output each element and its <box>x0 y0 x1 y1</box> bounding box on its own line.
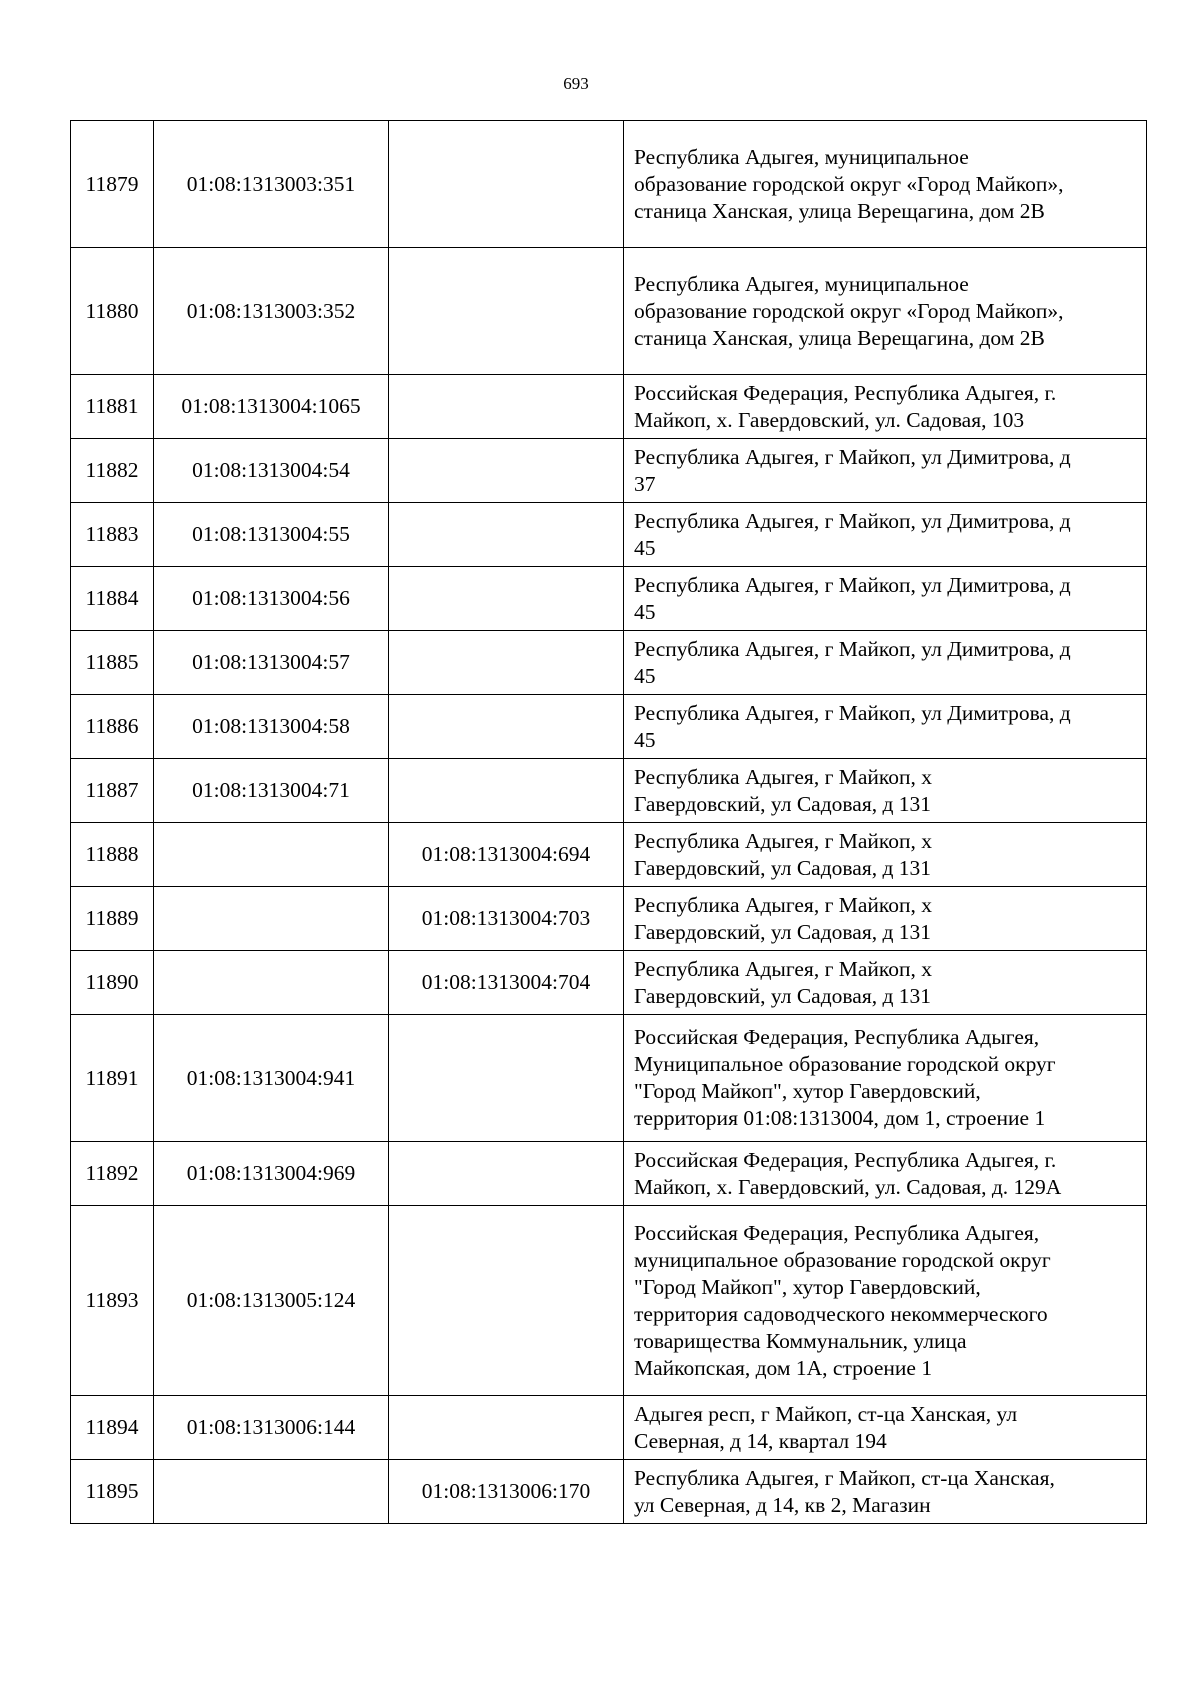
related-cadastral-number-cell <box>389 121 624 248</box>
row-number-cell: 11892 <box>71 1142 154 1206</box>
related-cadastral-number-cell <box>389 631 624 695</box>
cadastral-number-cell: 01:08:1313004:57 <box>154 631 389 695</box>
address-cell: Республика Адыгея, г Майкоп, ул Димитрова, д 45 <box>624 631 1147 695</box>
cadastral-number-cell: 01:08:1313004:55 <box>154 503 389 567</box>
page-number: 693 <box>563 74 589 93</box>
address-cell: Республика Адыгея, г Майкоп, ул Димитрова, д 45 <box>624 567 1147 631</box>
related-cadastral-number-cell <box>389 375 624 439</box>
table-row <box>71 503 1147 567</box>
cadastral-number-cell: 01:08:1313004:969 <box>154 1142 389 1206</box>
address-cell: Российская Федерация, Республика Адыгея, муниципальное образование городской округ "Город Майкоп", хутор Гавердовский, территория садоводческого некоммерческого товарищества Коммунальник, улица Майкопская, дом 1А, строение 1 <box>624 1206 1147 1396</box>
table-row <box>71 759 1147 823</box>
address-cell: Республика Адыгея, г Майкоп, х Гавердовский, ул Садовая, д 131 <box>624 759 1147 823</box>
row-number-cell: 11889 <box>71 887 154 951</box>
cadastral-number-cell: 01:08:1313005:124 <box>154 1206 389 1396</box>
row-number-cell: 11891 <box>71 1015 154 1142</box>
table-row <box>71 631 1147 695</box>
related-cadastral-number-cell <box>389 439 624 503</box>
related-cadastral-number-cell <box>389 695 624 759</box>
address-cell: Республика Адыгея, г Майкоп, х Гавердовский, ул Садовая, д 131 <box>624 887 1147 951</box>
cadastral-number-cell: 01:08:1313004:56 <box>154 567 389 631</box>
cadastral-number-cell <box>154 823 389 887</box>
table-row <box>71 695 1147 759</box>
address-cell: Российская Федерация, Республика Адыгея, Муниципальное образование городской округ "Город Майкоп", хутор Гавердовский, территория 01:08:1313004, дом 1, строение 1 <box>624 1015 1147 1142</box>
row-number-cell: 11890 <box>71 951 154 1015</box>
table-row <box>71 439 1147 503</box>
registry-table <box>70 120 1147 1524</box>
address-cell: Республика Адыгея, муниципальное образование городской округ «Город Майкоп», станица Ханская, улица Верещагина, дом 2В <box>624 121 1147 248</box>
address-cell: Российская Федерация, Республика Адыгея, г. Майкоп, х. Гавердовский, ул. Садовая, д. 129А <box>624 1142 1147 1206</box>
related-cadastral-number-cell <box>389 503 624 567</box>
address-cell: Республика Адыгея, г Майкоп, ул Димитрова, д 45 <box>624 695 1147 759</box>
table-row <box>71 1460 1147 1524</box>
related-cadastral-number-cell <box>389 1396 624 1460</box>
related-cadastral-number-cell <box>389 1015 624 1142</box>
cadastral-number-cell <box>154 887 389 951</box>
related-cadastral-number-cell <box>389 1206 624 1396</box>
table-row <box>71 1396 1147 1460</box>
row-number-cell: 11879 <box>71 121 154 248</box>
related-cadastral-number-cell: 01:08:1313004:703 <box>389 887 624 951</box>
related-cadastral-number-cell <box>389 567 624 631</box>
row-number-cell: 11881 <box>71 375 154 439</box>
row-number-cell: 11888 <box>71 823 154 887</box>
table-row <box>71 1142 1147 1206</box>
cadastral-number-cell: 01:08:1313004:54 <box>154 439 389 503</box>
cadastral-number-cell: 01:08:1313003:351 <box>154 121 389 248</box>
related-cadastral-number-cell: 01:08:1313004:694 <box>389 823 624 887</box>
address-cell: Республика Адыгея, г Майкоп, х Гавердовский, ул Садовая, д 131 <box>624 823 1147 887</box>
cadastral-number-cell: 01:08:1313004:941 <box>154 1015 389 1142</box>
table-row <box>71 887 1147 951</box>
table-row <box>71 375 1147 439</box>
row-number-cell: 11887 <box>71 759 154 823</box>
cadastral-number-cell: 01:08:1313004:1065 <box>154 375 389 439</box>
related-cadastral-number-cell: 01:08:1313004:704 <box>389 951 624 1015</box>
row-number-cell: 11884 <box>71 567 154 631</box>
table-row <box>71 1206 1147 1396</box>
cadastral-number-cell <box>154 951 389 1015</box>
address-cell: Республика Адыгея, г Майкоп, х Гавердовский, ул Садовая, д 131 <box>624 951 1147 1015</box>
cadastral-number-cell: 01:08:1313003:352 <box>154 248 389 375</box>
cadastral-number-cell: 01:08:1313004:58 <box>154 695 389 759</box>
address-cell: Республика Адыгея, г Майкоп, ул Димитрова, д 37 <box>624 439 1147 503</box>
address-cell: Республика Адыгея, муниципальное образование городской округ «Город Майкоп», станица Ханская, улица Верещагина, дом 2В <box>624 248 1147 375</box>
cadastral-number-cell: 01:08:1313004:71 <box>154 759 389 823</box>
related-cadastral-number-cell <box>389 248 624 375</box>
row-number-cell: 11893 <box>71 1206 154 1396</box>
row-number-cell: 11882 <box>71 439 154 503</box>
related-cadastral-number-cell <box>389 759 624 823</box>
table-row <box>71 1015 1147 1142</box>
registry-table-body <box>71 121 1147 1524</box>
table-row <box>71 567 1147 631</box>
table-row <box>71 823 1147 887</box>
address-cell: Адыгея респ, г Майкоп, ст-ца Ханская, ул Северная, д 14, квартал 194 <box>624 1396 1147 1460</box>
address-cell: Республика Адыгея, г Майкоп, ст-ца Ханская, ул Северная, д 14, кв 2, Магазин <box>624 1460 1147 1524</box>
address-cell: Республика Адыгея, г Майкоп, ул Димитрова, д 45 <box>624 503 1147 567</box>
row-number-cell: 11895 <box>71 1460 154 1524</box>
cadastral-number-cell <box>154 1460 389 1524</box>
table-row <box>71 951 1147 1015</box>
related-cadastral-number-cell: 01:08:1313006:170 <box>389 1460 624 1524</box>
row-number-cell: 11885 <box>71 631 154 695</box>
address-cell: Российская Федерация, Республика Адыгея, г. Майкоп, х. Гавердовский, ул. Садовая, 103 <box>624 375 1147 439</box>
related-cadastral-number-cell <box>389 1142 624 1206</box>
row-number-cell: 11886 <box>71 695 154 759</box>
table-row <box>71 248 1147 375</box>
row-number-cell: 11883 <box>71 503 154 567</box>
row-number-cell: 11894 <box>71 1396 154 1460</box>
row-number-cell: 11880 <box>71 248 154 375</box>
table-row <box>71 121 1147 248</box>
cadastral-number-cell: 01:08:1313006:144 <box>154 1396 389 1460</box>
